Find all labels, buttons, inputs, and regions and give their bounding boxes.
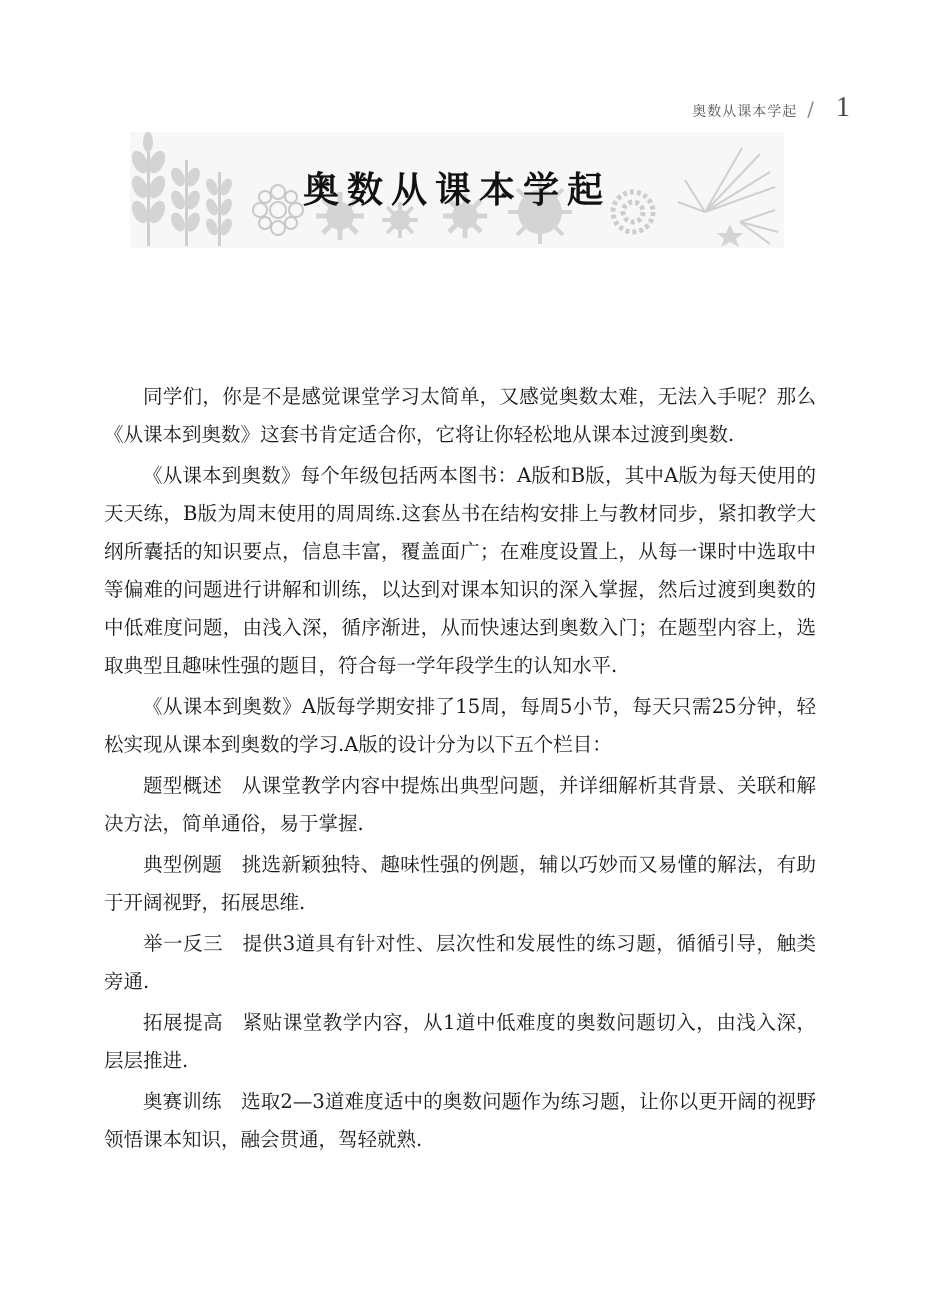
- column-name: 奥赛训练: [143, 1090, 222, 1113]
- column-name: 拓展提高: [143, 1011, 224, 1034]
- running-title: 奥数从课本学起: [692, 104, 798, 120]
- column-desc: 选取2—3道难度适中的奥数问题作为练习题，让你以更开阔的视野领悟课本知识，融会贯通，驾轻就熟.: [104, 1090, 816, 1151]
- column-entry: [104, 767, 816, 843]
- column-desc: 紧贴课堂教学内容，从1道中低难度的奥数问题切入，由浅入深，层层推进.: [104, 1011, 816, 1072]
- column-entry: [104, 1004, 816, 1080]
- column-desc: 提供3道具有针对性、层次性和发展性的练习题，循循引导，触类旁通.: [104, 932, 816, 993]
- column-desc: 从课堂教学内容中提炼出典型问题，并详细解析其背景、关联和解决方法，简单通俗，易于掌握.: [104, 774, 816, 835]
- star-icon: [717, 224, 743, 247]
- running-header: [692, 92, 850, 124]
- paragraph: 《从课本到奥数》每个年级包括两本图书：A版和B版，其中A版为每天使用的天天练，B版为周末使用的周周练.这套丛书在结构安排上与教材同步，紧扣教学大纲所囊括的知识要点，信息丰富，覆盖面广；在难度设置上，从每一课时中选取中等偏难的问题进行讲解和训练，以达到对课本知识的深入掌握，然后过渡到奥数的中低难度问题，由浅入深，循序渐进，从而快速达到奥数入门；在题型内容上，选取典型且趣味性强的题目，符合每一学年段学生的认知水平.: [104, 464, 816, 677]
- column-name: 题型概述: [143, 774, 223, 797]
- column-name: 典型例题: [143, 853, 223, 876]
- chapter-title: 奥数从课本学起: [302, 170, 611, 211]
- column-name: 举一反三: [143, 932, 224, 955]
- paragraph: 《从课本到奥数》A版每学期安排了15周，每周5小节，每天只需25分钟，轻松实现从课本到奥数的学习.A版的设计分为以下五个栏目：: [104, 695, 816, 756]
- column-desc: 挑选新颖独特、趣味性强的例题，辅以巧妙而又易懂的解法，有助于开阔视野，拓展思维.: [104, 853, 816, 914]
- column-entry: [104, 925, 816, 1001]
- page-number: 1: [836, 92, 850, 123]
- paragraph: 同学们，你是不是感觉课堂学习太简单，又感觉奥数太难，无法入手呢？那么《从课本到奥数》这套书肯定适合你，它将让你轻松地从课本过渡到奥数.: [104, 385, 816, 446]
- column-entry: [104, 846, 816, 922]
- column-entry: [104, 1083, 816, 1159]
- header-slash: /: [807, 97, 814, 121]
- chapter-banner: [130, 132, 784, 248]
- preface-body: [104, 378, 816, 1162]
